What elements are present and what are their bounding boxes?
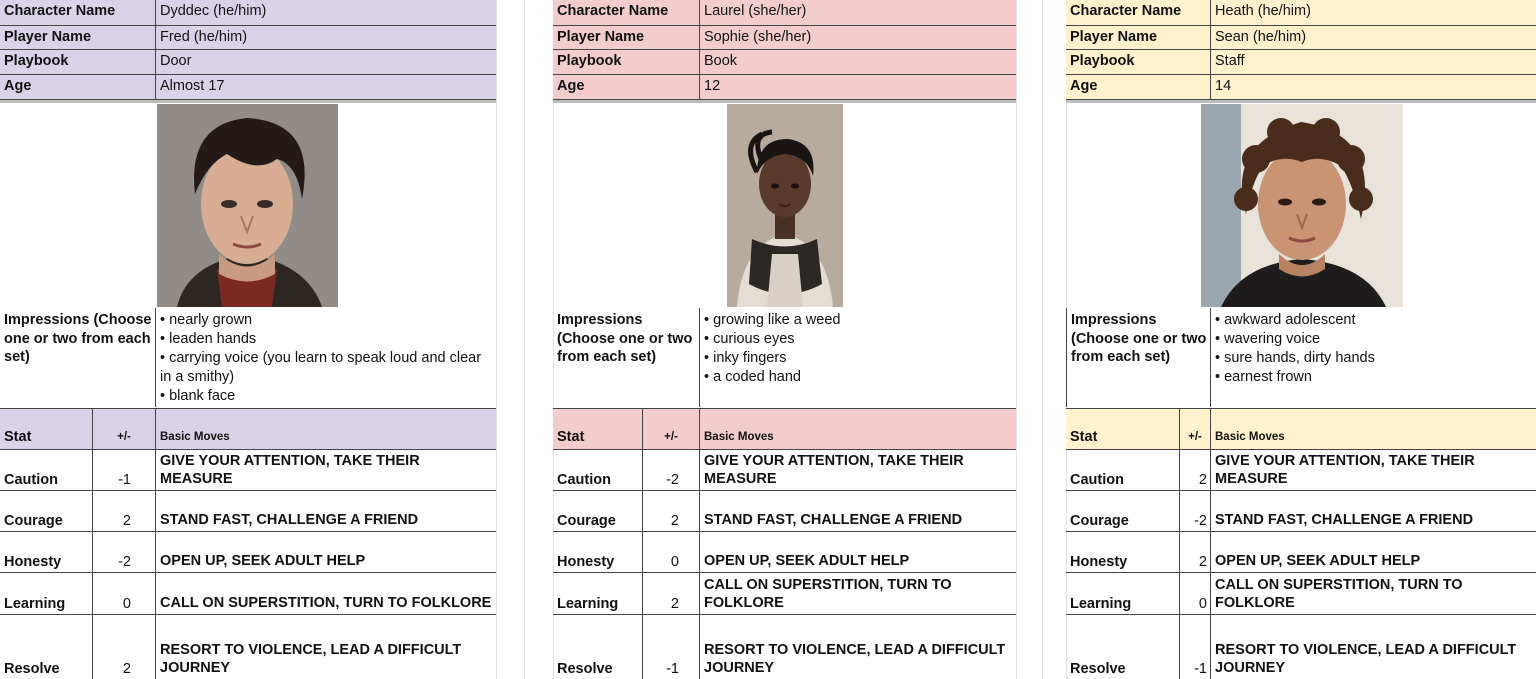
stat-value-honesty[interactable]: 2 [1179,532,1210,573]
basic-moves-column-header[interactable]: Basic Moves [1210,408,1536,450]
player-name-value[interactable]: Sean (he/him) [1210,26,1536,50]
stat-value-learning[interactable]: 2 [642,573,699,615]
player-name-label[interactable]: Player Name [1066,26,1210,50]
impression-item: • growing like a weed [704,312,841,328]
age-value[interactable]: Almost 17 [155,75,496,100]
stat-value-resolve[interactable]: 2 [92,615,155,679]
section-divider [553,100,1016,103]
move-honesty[interactable]: OPEN UP, SEEK ADULT HELP [1210,532,1536,573]
impressions-label[interactable]: Impressions (Choose one or two from each set) [1066,308,1210,407]
character-portrait[interactable] [727,104,843,307]
character-name-label[interactable]: Character Name [553,0,699,26]
character-name-value[interactable]: Heath (he/him) [1210,0,1536,26]
move-honesty[interactable]: OPEN UP, SEEK ADULT HELP [699,532,1016,573]
grid-line [1016,0,1017,679]
character-portrait[interactable] [1201,104,1403,307]
impression-item: • carrying voice (you learn to speak loud and clear in a smithy) [160,350,482,385]
modifier-column-header[interactable]: +/- [642,408,699,450]
player-name-value[interactable]: Sophie (she/her) [699,26,1016,50]
section-divider [0,100,496,103]
character-name-value[interactable]: Dyddec (he/him) [155,0,496,26]
stat-name-learning[interactable]: Learning [553,573,642,615]
impression-item: • leaden hands [160,331,257,347]
stat-value-honesty[interactable]: -2 [92,532,155,573]
character-name-value[interactable]: Laurel (she/her) [699,0,1016,26]
move-resolve[interactable]: RESORT TO VIOLENCE, LEAD A DIFFICULT JOURNEY [699,615,1016,679]
stat-value-caution[interactable]: -2 [642,450,699,491]
playbook-label[interactable]: Playbook [1066,50,1210,75]
stat-name-courage[interactable]: Courage [1066,491,1179,532]
impressions-label[interactable]: Impressions (Choose one or two from each set) [557,312,693,365]
stat-name-learning[interactable]: Learning [1066,573,1179,615]
stat-name-learning[interactable]: Learning [0,573,92,615]
playbook-value[interactable]: Door [155,50,496,75]
age-label[interactable]: Age [1066,75,1210,100]
playbook-label[interactable]: Playbook [0,50,155,75]
stat-column-header[interactable]: Stat [553,408,642,450]
stat-value-courage[interactable]: -2 [1179,491,1210,532]
playbook-label[interactable]: Playbook [553,50,699,75]
move-learning[interactable]: CALL ON SUPERSTITION, TURN TO FOLKLORE [699,573,1016,615]
stat-value-caution[interactable]: -1 [92,450,155,491]
impression-item: • a coded hand [704,369,801,385]
stat-value-learning[interactable]: 0 [92,573,155,615]
grid-line [496,0,497,679]
age-label[interactable]: Age [0,75,155,100]
playbook-value[interactable]: Staff [1210,50,1536,75]
stat-value-courage[interactable]: 2 [642,491,699,532]
stat-column-header[interactable]: Stat [1066,408,1179,450]
stat-value-learning[interactable]: 0 [1179,573,1210,615]
basic-moves-column-header[interactable]: Basic Moves [699,408,1016,450]
stat-name-resolve[interactable]: Resolve [1070,661,1126,677]
impressions-list[interactable] [1210,308,1536,407]
move-caution[interactable]: GIVE YOUR ATTENTION, TAKE THEIR MEASURE [155,450,496,491]
stat-column-header[interactable]: Stat [0,408,92,450]
move-courage[interactable]: STAND FAST, CHALLENGE A FRIEND [1210,491,1536,532]
move-learning[interactable]: CALL ON SUPERSTITION, TURN TO FOLKLORE [1210,573,1536,615]
section-divider [1066,100,1536,103]
age-value[interactable]: 12 [699,75,1016,100]
player-name-label[interactable]: Player Name [553,26,699,50]
stat-name-caution[interactable]: Caution [553,450,642,491]
impression-item: • earnest frown [1215,369,1312,385]
stat-name-honesty[interactable]: Honesty [1066,532,1179,573]
character-sheet-1 [0,0,496,679]
impression-item: • curious eyes [704,331,795,347]
impression-item: • wavering voice [1215,331,1321,347]
age-label[interactable]: Age [553,75,699,100]
impression-item: • sure hands, dirty hands [1215,350,1375,366]
move-caution[interactable]: GIVE YOUR ATTENTION, TAKE THEIR MEASURE [699,450,1016,491]
impression-item: • awkward adolescent [1215,312,1356,328]
stat-name-courage[interactable]: Courage [0,491,92,532]
move-resolve[interactable]: RESORT TO VIOLENCE, LEAD A DIFFICULT JOURNEY [155,615,496,679]
grid-line [1042,0,1043,679]
grid-line [524,0,525,679]
impressions-list[interactable] [155,308,496,407]
character-name-label[interactable]: Character Name [1066,0,1210,26]
basic-moves-column-header[interactable]: Basic Moves [155,408,496,450]
stat-name-resolve[interactable]: Resolve [4,661,60,677]
impressions-list[interactable] [699,308,1016,407]
move-resolve[interactable]: RESORT TO VIOLENCE, LEAD A DIFFICULT JOURNEY [1210,615,1536,679]
stat-name-resolve[interactable]: Resolve [557,661,613,677]
move-honesty[interactable]: OPEN UP, SEEK ADULT HELP [155,532,496,573]
player-name-label[interactable]: Player Name [0,26,155,50]
stat-name-courage[interactable]: Courage [553,491,642,532]
stat-name-caution[interactable]: Caution [0,450,92,491]
playbook-value[interactable]: Book [699,50,1016,75]
impression-item: • inky fingers [704,350,787,366]
move-courage[interactable]: STAND FAST, CHALLENGE A FRIEND [699,491,1016,532]
stat-value-resolve[interactable]: -1 [1179,615,1210,679]
stat-value-courage[interactable]: 2 [92,491,155,532]
stat-name-honesty[interactable]: Honesty [0,532,92,573]
stat-value-resolve[interactable]: -1 [642,615,699,679]
impression-item: • blank face [160,388,236,404]
stat-value-caution[interactable]: 2 [1179,450,1210,491]
move-caution[interactable]: GIVE YOUR ATTENTION, TAKE THEIR MEASURE [1210,450,1536,491]
impression-item: • nearly grown [160,312,253,328]
modifier-column-header[interactable]: +/- [1179,408,1210,450]
move-courage[interactable]: STAND FAST, CHALLENGE A FRIEND [155,491,496,532]
age-value[interactable]: 14 [1210,75,1536,100]
character-sheet-2 [553,0,1016,679]
impressions-label[interactable]: Impressions (Choose one or two from each set) [4,312,152,365]
stat-name-caution[interactable]: Caution [1066,450,1179,491]
move-learning[interactable]: CALL ON SUPERSTITION, TURN TO FOLKLORE [155,573,496,615]
stat-value-honesty[interactable]: 0 [642,532,699,573]
character-name-label[interactable]: Character Name [0,0,155,26]
character-portrait[interactable] [157,104,338,307]
player-name-value[interactable]: Fred (he/him) [155,26,496,50]
character-sheet-3 [1066,0,1536,679]
modifier-column-header[interactable]: +/- [92,408,155,450]
stat-name-honesty[interactable]: Honesty [553,532,642,573]
